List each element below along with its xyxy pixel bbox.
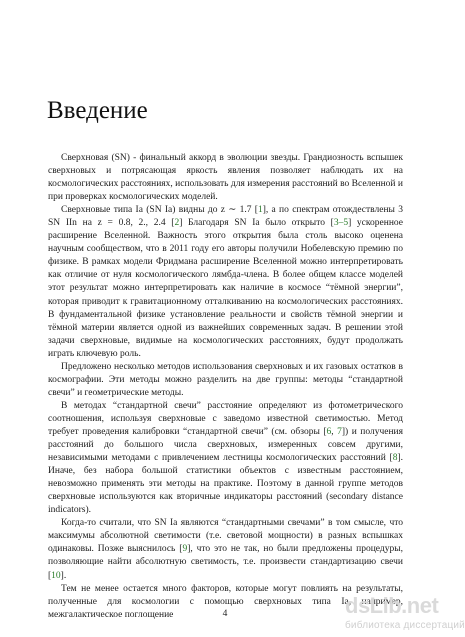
- page-number: 4: [222, 609, 228, 619]
- paragraph-text: Сверхновая (SN) - финальный аккорд в эволюции звезды. Грандиозность вспышек сверхновых и потрясающая яркость явления позволяет наблюдать их на космологических расстояниях, использовать для измерения расстояний во Вселенной и при проверках космологических моделей.: [48, 153, 403, 203]
- paragraph: [48, 152, 403, 204]
- watermark: [345, 593, 465, 633]
- paragraph: [48, 361, 403, 400]
- citation-link[interactable]: 9: [182, 544, 188, 555]
- paragraph: [48, 517, 403, 582]
- paragraph-text: ].: [60, 570, 67, 581]
- paragraph-text: Сверхновые типа Ia (SN Ia) видны до z ∼ 1.7 [: [61, 205, 258, 216]
- paragraph: [48, 400, 403, 517]
- citation-link[interactable]: 1: [257, 205, 263, 216]
- paragraph-text: Тем не менее остается много факторов, которые могут повлиять на результаты, полученные для космологии с помощью сверхновых типа Ia, например, межгалактическое поглощение: [48, 583, 403, 620]
- watermark-logo: dsLib.net: [345, 593, 439, 618]
- paragraph-text: ], что это не так, но были предложены процедуры, позволяющие найти абсолютную светимость, т.е. произвести стандартизацию свечи [: [48, 544, 403, 581]
- paragraph-text: ] Благодаря SN Ia было открыто [: [179, 218, 334, 229]
- paragraph-text: ]. Иначе, без набора большой статистики объектов с известным расстоянием, невозможно применять эти методы на практике. Поэтому в данной группе методов сверхновые используются как вторичные индикаторы расстояний (secondary distance indicators).: [48, 453, 403, 516]
- paragraph-text: ], а по спектрам отождествлены 3 SN IIn на z = 0.8, 2., 2.4 [: [48, 205, 403, 229]
- paragraph-text: Предложено несколько методов использования сверхновых и их газовых остатков в космографии. Эти методы можно разделить на две группы: методы “стандартной свечи” и геометрические методы.: [48, 361, 403, 398]
- citation-link[interactable]: 8: [392, 453, 398, 464]
- citation-link[interactable]: 10: [51, 570, 61, 581]
- body-text: [48, 152, 403, 622]
- citation-link[interactable]: 3–5: [333, 218, 349, 229]
- watermark-caption: библиотека диссертаций: [345, 620, 465, 631]
- paragraph-text: ,: [331, 426, 338, 437]
- citation-link[interactable]: 7: [337, 426, 342, 437]
- paragraph-text: ]) и получения расстояний до большого числа сверхновых, измеренных совсем другими, независимыми методами с привлечением лестницы космологических расстояний [: [48, 426, 403, 464]
- chapter-title: Введение: [47, 97, 148, 124]
- citation-link[interactable]: 2: [174, 218, 180, 229]
- paragraph: [48, 204, 403, 361]
- citation-link[interactable]: 6: [326, 426, 332, 437]
- paragraph-text: ] ускоренное расширение Вселенной. Важность этого открытия была столь высоко оценена научным сообществом, что в 2011 году его авторы получили Нобелевскую премию по физике. В рамках модели Фридмана расширение Вселенной можно интерпретировать как отличие от нуля космологического лямбда-члена. В более общем классе моделей этот результат можно интерпретировать как наличие в космосе “тёмной энергии”, которая приводит к гравитационному отталкиванию на космологических расстояниях. В фундаментальной физике установление реальности и свойств тёмной энергии и тёмной материи является одной из важнейших современных задач. В решении этой задачи сверхновые, видимые на космологических расстояниях, будут продолжать играть ключевую роль.: [48, 218, 404, 359]
- paragraph-text: В методах “стандартной свечи” расстояние определяют из фотометрического соотношения, используя сверхновые с заведомо известной светимостью. Метод требует проведения калибровки “стандартной свечи” (см. обзоры [: [48, 400, 403, 437]
- paragraph-text: Когда-то считали, что SN Ia являются “стандартными свечами” в том смысле, что максимумы абсолютной светимости (т.е. световой мощности) в разных вспышках одинаковы. Позже выяснилось [: [48, 518, 403, 555]
